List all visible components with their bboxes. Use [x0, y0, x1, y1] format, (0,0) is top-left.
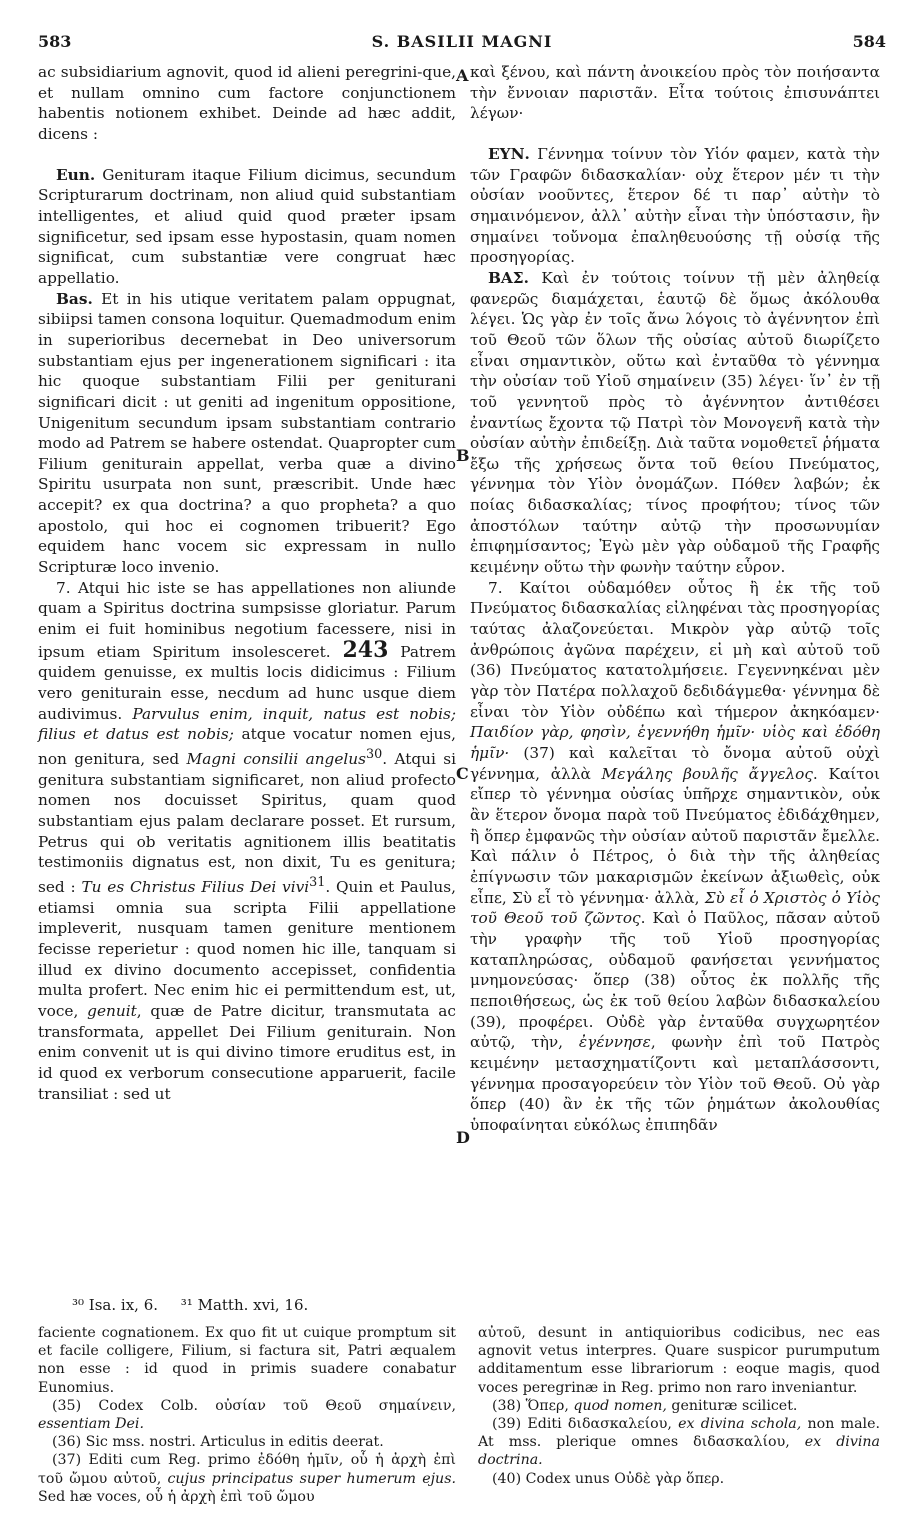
latin-column [38, 62, 456, 1282]
margin-marker-a: A [456, 66, 469, 85]
margin-marker-d: D [456, 1128, 470, 1147]
greek-text: 7. Καίτοι οὐδαμόθεν οὗτος ἢ ἐκ τῆς τοῦ Πνεύματος διδασκαλίας εἰληφέναι τὰς προσηγορίας ταύτας ἀλαζονεύεται. Μικρὸν γὰρ αὐτῷ τοῖς ἀνθρώποις ἀγῶνα παρέχειν, εἰ μὴ καὶ αὐτοῦ τοῦ (36) Πνεύματος κατατολμήσειε. Γεγεννηκέναι μὲν γὰρ τὸν Πατέρα πολλαχοῦ δεδιδάγμεθα· γέννημα δὲ εἶναι τὸν Υἱὸν οὐδέπω καὶ τήμερον ἀκηκόαμεν· [470, 578, 880, 721]
greek-intro: καὶ ξένου, καὶ πάντη ἀνοικείου πρὸς τὸν ποιήσαντα τὴν ἔννοιαν παριστᾶν. Εἶτα τούτοις ἐπισυνάπτει λέγων· [470, 63, 880, 123]
greek-eunomius-paragraph [470, 144, 880, 268]
latin-eunomius-paragraph [38, 165, 456, 289]
running-title: S. BASILII MAGNI [371, 32, 553, 51]
scripture-quote: Tu es Christus Filius Dei vivi [81, 878, 310, 897]
page-number-left: 583 [38, 32, 72, 51]
greek-text: . Καίτοι εἴπερ τὸ γέννημα οὐσίας ὑπῆρχε σημαντικὸν, οὐκ ἂν ἕτερον ὄνομα παρὰ τοῦ Πνεύματος ἐδιδάχθημεν, ἢ ὅπερ ἐμφανῶς τὴν οὐσίαν αὐτοῦ παριστᾶν ἔμελλε. Καὶ πάλιν ὁ Πέτρος, ὁ διὰ τὴν τῆς ἀληθείας ἐπίγνωσιν τῶν μακαρισμῶν ἐκείνων ἀξιωθεὶς, οὐκ εἶπε, Σὺ εἶ τὸ γέννημα· ἀλλὰ, [470, 764, 880, 907]
latin-section-7 [38, 578, 456, 1105]
greek-text: . Καὶ ὁ Παῦλος, πᾶσαν αὐτοῦ τὴν γραφὴν τῆς τοῦ Υἱοῦ προσηγορίας καταπληρώσας, οὐδαμοῦ φανήσεται γεννήματος μνημονεύσας· ὅπερ (38) οὗτος ἐκ πολλῆς τῆς πεποιθήσεως, ὡς ἐκ τοῦ θείου λαβὼν διδασκαλείου (39), προφέρει. Οὐδὲ γὰρ ἐνταῦθα συγχωρητέον αὐτῷ, τὴν, [470, 909, 881, 1052]
page-number-right: 584 [852, 32, 886, 51]
footnote-30: ³⁰ Isa. ix, 6. [72, 1296, 159, 1314]
scripture-quote: Parvulus enim, inquit, natus est nobis; filius et datus est nobis; [38, 704, 456, 744]
scripture-quote: Σὺ εἶ ὁ Χριστὸς ὁ Υἱὸς τοῦ Θεοῦ τοῦ ζῶντος [470, 888, 880, 928]
scripture-footnotes [72, 1296, 326, 1314]
note-continuation: faciente cognationem. Ex quo fit ut cuique promptum sit et facile colligere, Filium, si factura sit, Patri æqualem non esse : id quod in primis suadere conabatur Eunomius. [38, 1325, 456, 1396]
note-40: (40) Codex unus Οὐδὲ γὰρ ὅπερ. [492, 1470, 725, 1487]
scripture-quote: Magni consilii angelus [186, 750, 366, 769]
speaker-label: ΒΑΣ. [488, 268, 529, 287]
latin-basil-text: Et in his utique veritatem palam oppugnat, sibiipsi tamen consona loquitur. Quemadmodum enim in superioribus decernebat in Deo universorum substantiam ejus per ingenerationem significari : ita hic quoque substantiam Filii per geniturani significari dicit : ut geniti ad ingenitum oppositione, Unigenitum secundum ipsam substantiam contrario modo ad Patrem se habere ostendat. Quapropter cum Filium geniturain appellat, verba quæ a divino Spiritu usurpata non sunt, præscribit. Unde hæc accepit? ex qua doctrina? a quo propheta? a quo apostolo, qui hoc ei cognomen tribuerit? Ego equidem hanc vocem sic expressam in nullo Scripturæ loco invenio. [38, 289, 456, 577]
notes-right-column [478, 1324, 880, 1488]
notes-left-column [38, 1324, 456, 1506]
margin-number: 243 [342, 636, 389, 663]
footnote-ref: 31 [309, 875, 326, 891]
greek-text: , φωνὴν ἐπὶ τοῦ Πατρὸς κειμένην μετασχηματίζοντι καὶ μεταπλάσσοντι, γέννημα προσαγορεύειν τὸν Υἱὸν τοῦ Θεοῦ. Οὐ γὰρ ὅπερ (40) ἂν ἐκ τῆς τῶν ῥημάτων ἀκολουθίας ὑποφαίνηται εὐκόλως ἐπιπηδᾶν [470, 1033, 880, 1134]
latin-text: atque vocatur nomen ejus, non genitura, sed [38, 725, 457, 769]
greek-basil-text: Καὶ ἐν τούτοις τοίνυν τῇ μὲν ἀληθείᾳ φανερῶς διαμάχεται, ἑαυτῷ δὲ ὅμως ἀκόλουθα λέγει. Ὡς γὰρ ἐν τοῖς ἄνω λόγοις τὸ ἀγέννητον ἐπὶ τοῦ Θεοῦ τῶν ὅλων τῆς οὐσίας αὐτοῦ διωρίζετο εἶναι σημαντικὸν, οὕτω καὶ ἐνταῦθα τὸ γέννημα τὴν οὐσίαν τοῦ Υἱοῦ σημαίνειν (35) λέγει· ἵν᾽ ἐν τῇ τοῦ γεννητοῦ πρὸς τὸ ἀγέννητον ἀντιθέσει ἐναντίως ἔχοντα τῷ Πατρὶ τὸν Μονογενῆ κατὰ τὴν οὐσίαν αὐτὴν ἐπιδείξῃ. Διὰ ταῦτα νομοθετεῖ ῥήματα ἔξω τῆς χρήσεως ὄντα τοῦ θείου Πνεύματος, γέννημα τὸν Υἱὸν ὀνομάζων. Πόθεν λαβών; ἐκ ποίας διδασκαλίας; τίνος προφήτου; τίνος τῶν ἀποστόλων ταύτην αὐτῷ τὴν προσωνυμίαν ἐπιφημίσαντος; Ἐγὼ μὲν γὰρ οὐδαμοῦ τῆς Γραφῆς κειμένην οὕτω τὴν φωνὴν ταύτην εὗρον. [470, 268, 880, 577]
greek-basil-paragraph [470, 268, 880, 578]
footnote-ref: 30 [366, 747, 383, 762]
latin-text: . Atqui si genitura substantiam significaret, non aliud profecto nomen nos docuisset Spiritus, quam quod substantiam ejus palam declarare posset. Et rursum, Petrus qui ob veritatis agnitionem illis beatitatis testimoniis dignatus est, non dixit, Tu es genitura; sed : [38, 750, 456, 897]
latin-text: 7. Atqui hic iste se has appellationes non aliunde quam a Spiritus doctrina sumpsisse gloriatur. Parum enim ei fuit hominibus negotium facessere, nisi in ipsum etiam Spiritum insolesceret. [38, 578, 456, 661]
greek-section-7 [470, 578, 880, 1136]
margin-marker-b: B [456, 446, 470, 465]
greek-text: (37) καὶ καλεῖται τὸ ὄνομα αὐτοῦ οὐχὶ γέννημα, ἀλλὰ [470, 744, 880, 783]
latin-text: . Quin et Paulus, etiamsi omnia sua scripta Filii appellatione impleverit, nusquam tamen geniture mentionem fecisse reperietur : quod nomen hic ille, tanquam si illud ex divino documento accepisset, confidentia multa profert. Nec enim hic ei permittendum est, ut, voce, [38, 878, 456, 1021]
latin-eunomius-text: Genituram itaque Filium dicimus, secundum Scripturarum doctrinam, non aliud quid substantiam intelligentes, et aliud quid quod præter ipsam significetur, sed ipsam esse hypostasin, quam nomen significat, cum substantiæ vere congruat hæc appellatio. [38, 165, 456, 287]
latin-basil-paragraph [38, 289, 456, 578]
note-36: (36) Sic mss. nostri. Articulus in editis deerat. [52, 1434, 384, 1451]
margin-marker-c: C [456, 764, 469, 783]
italic-term: genuit [87, 1002, 137, 1021]
latin-text: , quæ de Patre dicitur, transmutata ac transformata, appellet Dei Filium geniturain. Non enim convenit ut is qui divino timore eruditus est, in id quod ex verborum consecutione apparuerit, facile transiliat : sed ut [38, 1002, 456, 1103]
note-39: (39) Editi διδασκαλείου, ex divina schola, non male. At mss. plerique omnes διδασκαλίου, ex divina doctrina. [478, 1416, 880, 1469]
speaker-label: Bas. [56, 289, 93, 308]
speaker-label: Eun. [56, 165, 96, 184]
note-38: (38) Ὅπερ, quod nomen, genituræ scilicet. [492, 1397, 798, 1414]
latin-text: Patrem quidem genuisse, ex multis locis didicimus : Filium vero geniturain esse, necdum ad hunc usque diem audivimus. [38, 642, 456, 723]
speaker-label: ΕΥΝ. [488, 144, 530, 163]
note-continuation: αὐτοῦ, desunt in antiquioribus codicibus, nec eas agnovit vetus interpres. Quare suspicor purumputum additamentum esse librariorum : eoque magis, quod voces peregrinæ in Reg. primo non raro inveniantur. [478, 1325, 880, 1396]
greek-eunomius-text: Γέννημα τοίνυν τὸν Υἱόν φαμεν, κατὰ τὴν τῶν Γραφῶν διδασκαλίαν· οὐχ ἕτερον μέν τι τὴν οὐσίαν νοοῦντες, ἕτερον δέ τι παρ᾽ αὐτὴν τὸ σημαινόμενον, ἀλλ᾽ αὐτὴν εἶναι τὴν ὑπόστασιν, ἣν σημαίνει τοὔνομα ἐπαληθευούσης τῇ οὐσίᾳ τῆς προσηγορίας. [470, 144, 880, 267]
running-header [38, 32, 886, 56]
latin-intro: ac subsidiarium agnovit, quod id alieni peregrini-que, et nullam omnino cum factore conjunctionem habentis notionem exhibet. Deinde ad hæc addit, dicens : [38, 63, 456, 143]
note-35: (35) Codex Colb. οὐσίαν τοῦ Θεοῦ σημαίνειν, essentiam Dei. [38, 1397, 456, 1433]
footnote-31: ³¹ Matth. xvi, 16. [180, 1296, 309, 1314]
scripture-quote: Παιδίον γὰρ, φησὶν, ἐγεννήθη ἡμῖν· υἱὸς καὶ ἐδόθη ἡμῖν· [470, 723, 880, 762]
italic-term: ἐγέννησε [578, 1033, 651, 1052]
note-37: (37) Editi cum Reg. primo ἐδόθη ἡμῖν, οὗ ἡ ἀρχὴ ἐπὶ τοῦ ὤμου αὐτοῦ, cujus principatus super humerum ejus. Sed hæ voces, οὗ ἡ ἀρχὴ ἐπὶ τοῦ ὤμου [38, 1452, 456, 1505]
greek-column [470, 62, 880, 1282]
scripture-quote: Μεγάλης βουλῆς ἄγγελος [601, 764, 813, 783]
